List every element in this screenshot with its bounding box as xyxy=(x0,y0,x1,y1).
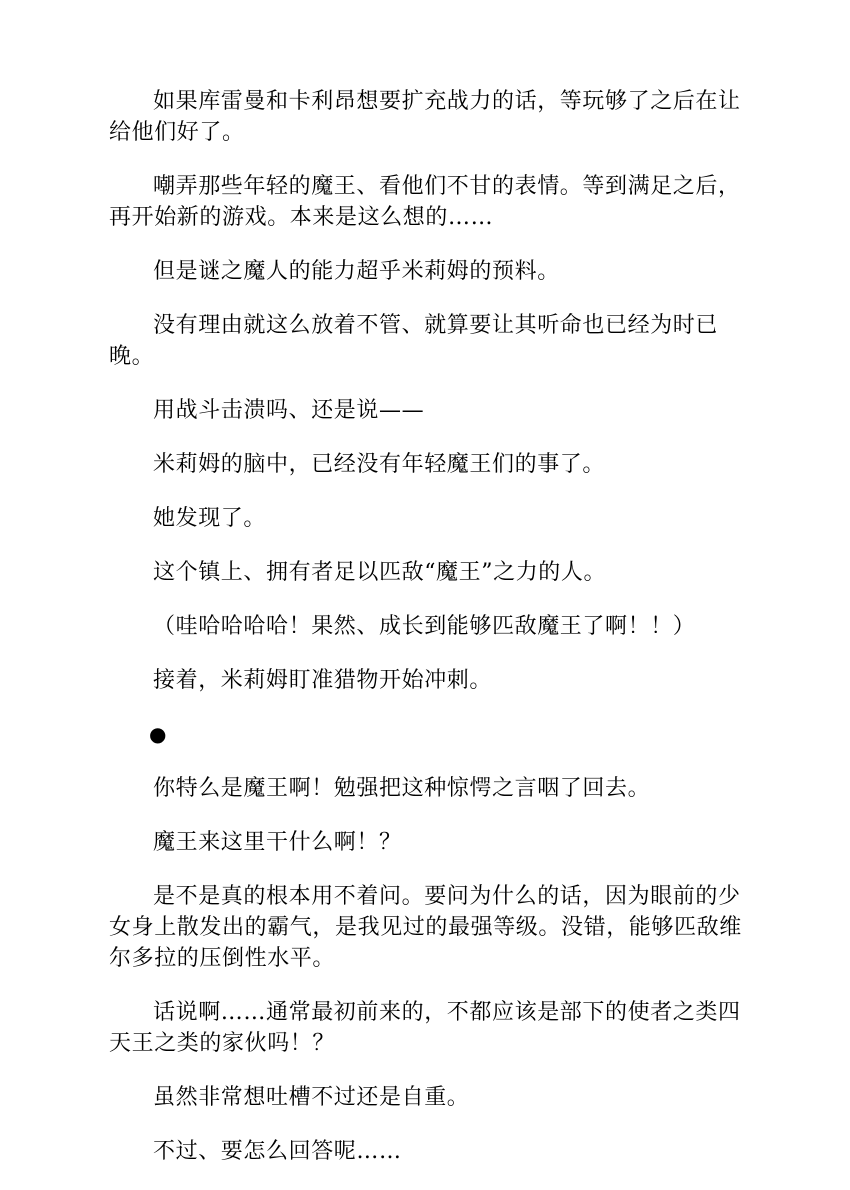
section-break-bullet: ● xyxy=(149,722,168,746)
paragraph-15: 话说啊……通常最初前来的，不都应该是部下的使者之类四天王之类的家伙吗！？ xyxy=(109,1000,741,1056)
paragraph-1: 如果库雷曼和卡利昂想要扩充战力的话，等玩够了之后在让给他们好了。 xyxy=(109,89,741,145)
paragraph-14: 是不是真的根本用不着问。要问为什么的话，因为眼前的少女身上散发出的霸气，是我见过的最强等级。没错，能够匹敌维尔多拉的压倒性水平。 xyxy=(109,884,742,971)
paragraph-17: 不过、要怎么回答呢…… xyxy=(153,1139,402,1164)
paragraph-6: 米莉姆的脑中，已经没有年轻魔王们的事了。 xyxy=(153,452,606,477)
paragraph-9: （哇哈哈哈哈！果然、成长到能够匹敌魔王了啊！！） xyxy=(153,614,696,639)
text-body xyxy=(109,86,749,1190)
paragraph-12: 你特么是魔王啊！勉强把这种惊愕之言咽了回去。 xyxy=(153,776,651,801)
paragraph-4: 没有理由就这么放着不管、就算要让其听命也已经为时已晚。 xyxy=(109,313,719,369)
paragraph-16: 虽然非常想吐槽不过还是自重。 xyxy=(153,1085,470,1110)
paragraph-8: 这个镇上、拥有者足以匹敌“魔王”之力的人。 xyxy=(153,560,607,585)
paragraph-3: 但是谜之魔人的能力超乎米莉姆的预料。 xyxy=(153,259,560,284)
paragraph-10: 接着，米莉姆盯准猎物开始冲刺。 xyxy=(153,668,493,693)
paragraph-2: 嘲弄那些年轻的魔王、看他们不甘的表情。等到满足之后，再开始新的游戏。本来是这么想的…… xyxy=(109,174,741,230)
paragraph-5: 用战斗击溃吗、还是说—— xyxy=(153,398,425,423)
paragraph-7: 她发现了。 xyxy=(153,506,267,531)
paragraph-13: 魔王来这里干什么啊！？ xyxy=(153,830,402,855)
